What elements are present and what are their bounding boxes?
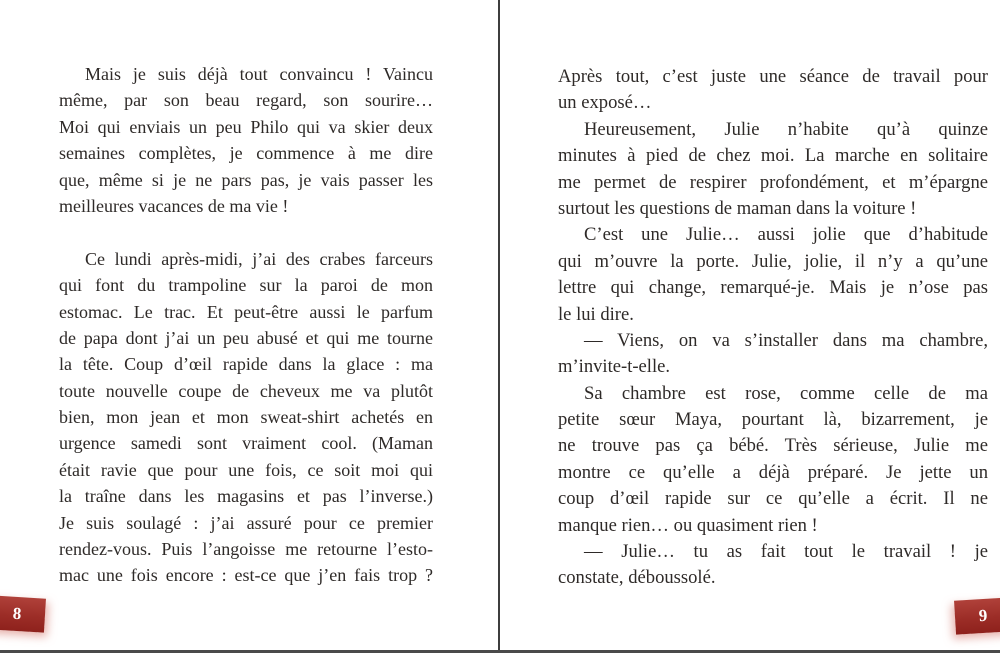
paragraph [558,328,988,381]
page-number-tab-left [0,595,46,632]
text-line: C’est une Julie… aussi jolie que d’habitude [584,224,988,246]
text-line: lettre qui change, remarqué-je. Mais je n’ose pas [558,277,988,299]
text-line: qui font du trampoline sur la paroi de mon [59,275,433,296]
text-line: était ravie que pour une fois, ce soit moi qui [59,459,433,480]
text-line: me permet de respirer profondément, et m’épargne [558,171,988,193]
right-page-text [558,64,988,592]
paragraph [558,381,988,539]
text-line: un exposé… [558,92,652,114]
text-line: que, même si je ne pars pas, je vais passer les [59,169,433,190]
text-line: la tête. Coup d’œil rapide dans la glace : ma [59,354,433,375]
text-line: petite sœur Maya, pourtant là, bizarrement, je [558,409,988,431]
text-line: Heureusement, Julie n’habite qu’à quinze [584,118,988,140]
paragraph [558,539,988,592]
paragraph [558,117,988,223]
text-line: surtout les questions de maman dans la voiture ! [558,197,917,219]
text-line: de papa dont j’ai un peu abusé et qui me tourne [59,327,433,348]
paragraph [59,61,433,219]
text-line: constate, déboussolé. [558,567,716,589]
text-line: semaines complètes, je commence à me dire [59,143,433,164]
paragraph [59,246,433,589]
text-line: urgence samedi sont vraiment cool. (Maman [59,433,433,454]
text-line: Je suis soulagé : j’ai assuré pour ce premier [59,512,433,533]
text-line: même, par son beau regard, son sourire… [59,90,433,111]
left-page-text [59,61,433,589]
text-line: Mais je suis déjà tout convaincu ! Vaincu [85,64,433,84]
text-line: le lui dire. [558,303,634,325]
text-line: montre ce qu’elle a déjà préparé. Je jette un [558,461,988,483]
page-gutter-divider [498,0,500,653]
text-line: coup d’œil rapide sur ce qu’elle a écrit. Il ne [558,488,988,510]
page-number: 8 [12,603,22,624]
text-line: manque rien… ou quasiment rien ! [558,514,818,536]
paragraph [558,64,988,117]
text-line: Moi qui enviais un peu Philo qui va skier deux [59,116,433,137]
text-line: minutes à pied de chez moi. La marche en solitaire [558,145,988,167]
text-line: Sa chambre est rose, comme celle de ma [584,382,988,404]
text-line: bien, mon jean et mon sweat-shirt achetés en [59,407,433,428]
text-line: qui m’ouvre la porte. Julie, jolie, il n’y a qu’une [558,250,988,272]
text-line: toute nouvelle coupe de cheveux me va plutôt [59,380,433,401]
text-line: la traîne dans les magasins et pas l’inverse.) [59,486,433,507]
page-number: 9 [978,605,988,626]
text-line: Après tout, c’est juste une séance de travail pour [558,66,988,87]
text-line: estomac. Le trac. Et peut-être aussi le parfum [59,301,433,322]
text-line: Ce lundi après-midi, j’ai des crabes farceurs [85,248,433,269]
page-number-tab-right [954,597,1000,634]
text-line: — Julie… tu as fait tout le travail ! je [584,541,988,563]
paragraph [558,222,988,328]
text-line: mac une fois encore : est-ce que j’en fais trop ? [59,565,433,586]
text-line: — Viens, on va s’installer dans ma chambre, [584,329,988,351]
text-line: ne trouve pas ça bébé. Très sérieuse, Julie me [558,435,988,457]
text-line: m’invite-t-elle. [558,356,671,378]
text-line: rendez-vous. Puis l’angoisse me retourne l’esto- [59,539,433,560]
text-line: meilleures vacances de ma vie ! [59,195,289,216]
